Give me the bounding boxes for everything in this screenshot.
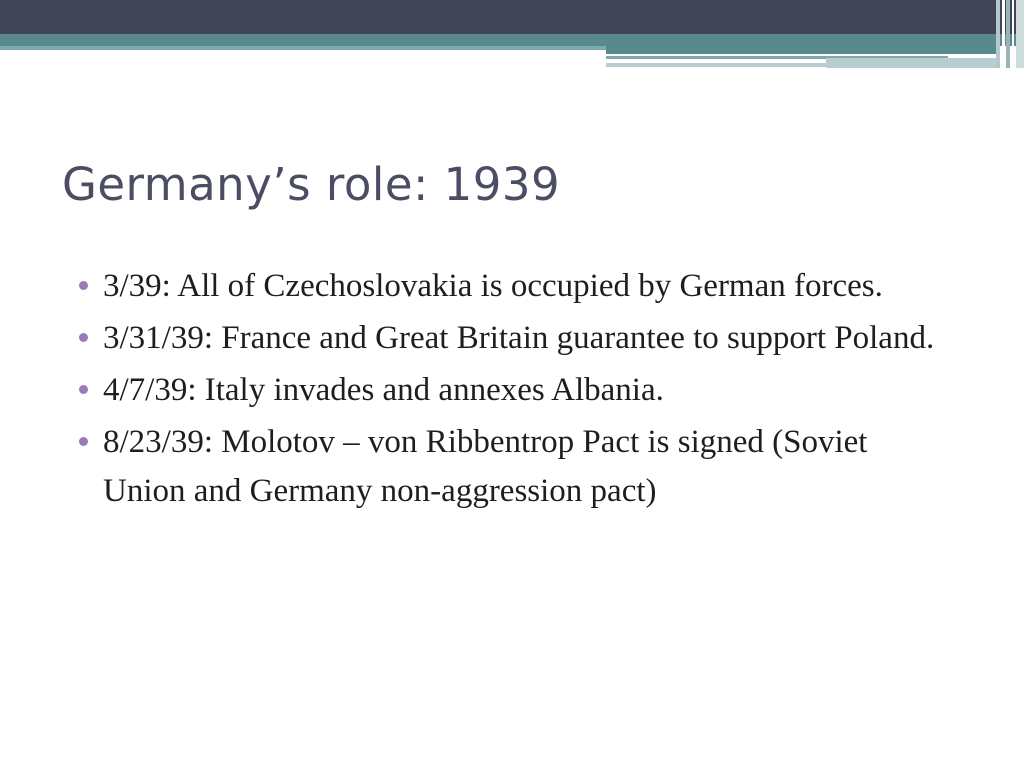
- bullet-text: 8/23/39: Molotov – von Ribbentrop Pact is signed (Soviet Union and Germany non-aggression pact): [103, 424, 868, 509]
- bullet-item: [72, 418, 952, 516]
- bullet-dot-icon: [79, 385, 88, 394]
- bullet-text: 3/39: All of Czechoslovakia is occupied by German forces.: [103, 268, 883, 304]
- bullet-text: 3/31/39: France and Great Britain guarantee to support Poland.: [103, 320, 935, 356]
- slide-title: Germany’s role: 1939: [62, 158, 561, 211]
- bullet-item: [72, 366, 952, 415]
- bullet-item: [72, 262, 952, 311]
- header-bar-teal-light: [0, 46, 606, 50]
- bullet-item: [72, 314, 952, 363]
- bullet-dot-icon: [79, 437, 88, 446]
- header-bar-teal: [0, 34, 1024, 46]
- header-line-pale: [606, 63, 826, 67]
- bullet-text: 4/7/39: Italy invades and annexes Albania.: [103, 372, 664, 408]
- header-bar-dark: [0, 0, 1024, 34]
- header-bar-teal-right: [606, 46, 998, 54]
- bullet-list: [72, 262, 952, 519]
- bullet-dot-icon: [79, 281, 88, 290]
- header-block-pale: [826, 58, 998, 68]
- corner-stripes: [996, 0, 1024, 68]
- bullet-dot-icon: [79, 333, 88, 342]
